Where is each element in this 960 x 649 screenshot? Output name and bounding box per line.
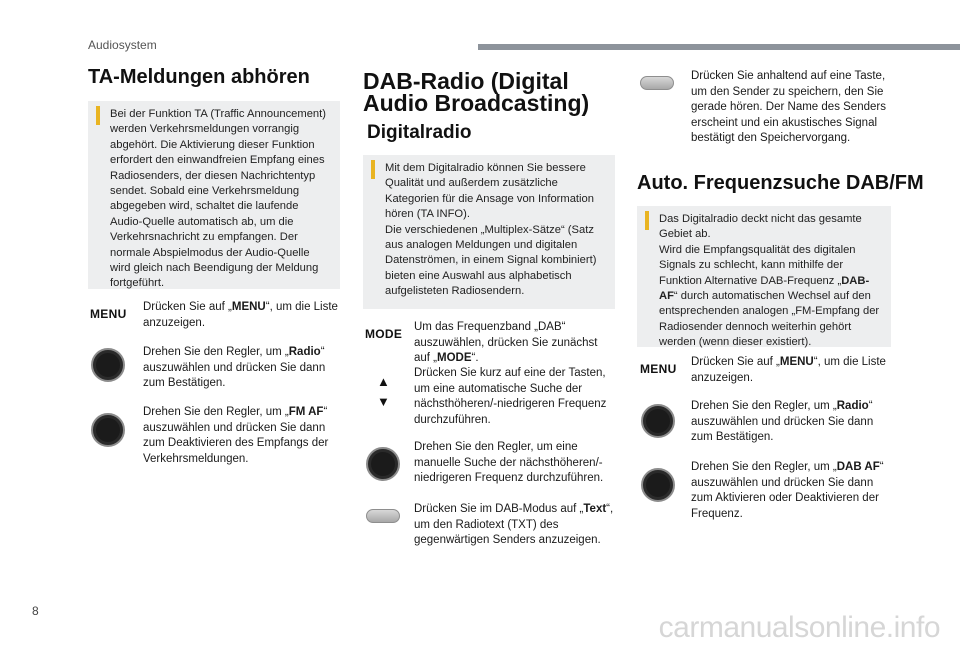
heading-digitalradio: Digitalradio bbox=[367, 122, 472, 143]
heading-auto-frequency: Auto. Frequenzsuche DAB/FM bbox=[637, 172, 924, 194]
step-text: Drücken Sie im DAB-Modus auf „Text“, um den Radiotext (TXT) des gegenwärtigen Senders anzuzeigen. bbox=[414, 503, 614, 546]
step-radio-2: Drehen Sie den Regler, um „Radio“ auszuwählen und drücken Sie dann zum Bestätigen. bbox=[691, 400, 874, 443]
rotary-knob-icon bbox=[91, 348, 125, 382]
rotary-knob-icon bbox=[641, 468, 675, 502]
step-auto-search: Drücken Sie kurz auf eine der Tasten, um eine automatische Suche der nächsthöheren/-niedrigeren Frequenz durchzuführen. bbox=[414, 367, 607, 426]
info-box-dab bbox=[363, 155, 615, 309]
menu-button-icon: MENU bbox=[90, 307, 127, 321]
step-dab-af: Drehen Sie den Regler, um „DAB AF“ auszuwählen und drücken Sie dann zum Aktivieren oder Deaktivieren der Frequenz. bbox=[691, 461, 884, 520]
heading-ta: TA-Meldungen abhören bbox=[88, 66, 310, 88]
preset-button-icon bbox=[640, 76, 674, 90]
info-text-dab-2: Die verschiedenen „Multiplex-Sätze“ (Satz aus analogen Meldungen und digitalen Datenströmen, in einem Signal kombiniert) bieten eine Auswahl aus alphabetisch aufgelisteten Radiosendern. bbox=[385, 223, 597, 298]
step-store-station: Drücken Sie anhaltend auf eine Taste, um den Sender zu speichern, den Sie gerade hören. Der Name des Senders erscheint und ein akustisches Signal bestätigt den Speichervorgang. bbox=[691, 70, 886, 144]
info-text-dab-1: Mit dem Digitalradio können Sie bessere Qualität und außerdem zusätzliche Kategorien für die Ansage von Information hören (TA INFO). bbox=[385, 162, 594, 221]
menu-button-icon: MENU bbox=[640, 362, 677, 376]
text-button-icon bbox=[366, 509, 400, 523]
rotary-knob-icon bbox=[366, 447, 400, 481]
watermark: carmanualsonline.info bbox=[658, 611, 940, 644]
info-box-dab-af bbox=[637, 206, 891, 347]
info-text-af-2: Wird die Empfangsqualität des digitalen Signals zu schlecht, kann mithilfe der Funktion Alternative DAB-Frequenz „DAB-AF“ durch automatischen Wechsel auf den entsprechenden analogen „FM-Empfang der Radiosender dennoch weiterhin gehört werden (wenn dieser existiert). bbox=[659, 243, 880, 349]
step-mode: Um das Frequenzband „DAB“ auszuwählen, drücken Sie zunächst auf „MODE“. bbox=[414, 321, 598, 364]
info-text-ta: Bei der Funktion TA (Traffic Announcement) werden Verkehrsmeldungen vorrangig abgehört. Die Aktivierung dieser Funktion erfordert den einwandfreien Empfang eines Radiosenders, der diesen Nachrichtentyp sendet. Sobald eine Verkehrsmeldung abgegeben wird, schaltet die laufende Audio-Quelle automatisch ab, um die Verkehrsnachricht zu empfangen. Der normale Abspielmodus der Audio-Quelle wird gleich nach Beendigung der Meldung fortgeführt. bbox=[110, 108, 326, 290]
step-menu-2: Drücken Sie auf „MENU“, um die Liste anzuzeigen. bbox=[691, 356, 886, 384]
step-menu: Drücken Sie auf „MENU“, um die Liste anzuzeigen. bbox=[143, 301, 338, 329]
step-manual-search: Drehen Sie den Regler, um eine manuelle Suche der nächsthöheren/-niedrigeren Frequenz durchzuführen. bbox=[414, 441, 604, 484]
rotary-knob-icon bbox=[641, 404, 675, 438]
header-bar bbox=[478, 44, 960, 50]
info-text-af-1: Das Digitalradio deckt nicht das gesamte Gebiet ab. bbox=[659, 213, 862, 241]
step-radio: Drehen Sie den Regler, um „Radio“ auszuwählen und drücken Sie dann zum Bestätigen. bbox=[143, 346, 326, 389]
rotary-knob-icon bbox=[91, 413, 125, 447]
page-number: 8 bbox=[32, 604, 39, 618]
info-box-ta bbox=[88, 101, 340, 289]
heading-dab: DAB-Radio (Digital Audio Broadcasting) bbox=[363, 68, 590, 116]
running-header: Audiosystem bbox=[88, 38, 157, 52]
arrow-up-icon: ▲ bbox=[377, 374, 390, 389]
step-fm-af: Drehen Sie den Regler, um „FM AF“ auszuwählen und drücken Sie dann zum Deaktivieren des Empfangs der Verkehrsmeldungen. bbox=[143, 406, 329, 465]
arrow-down-icon: ▼ bbox=[377, 394, 390, 409]
mode-button-icon: MODE bbox=[365, 327, 403, 341]
